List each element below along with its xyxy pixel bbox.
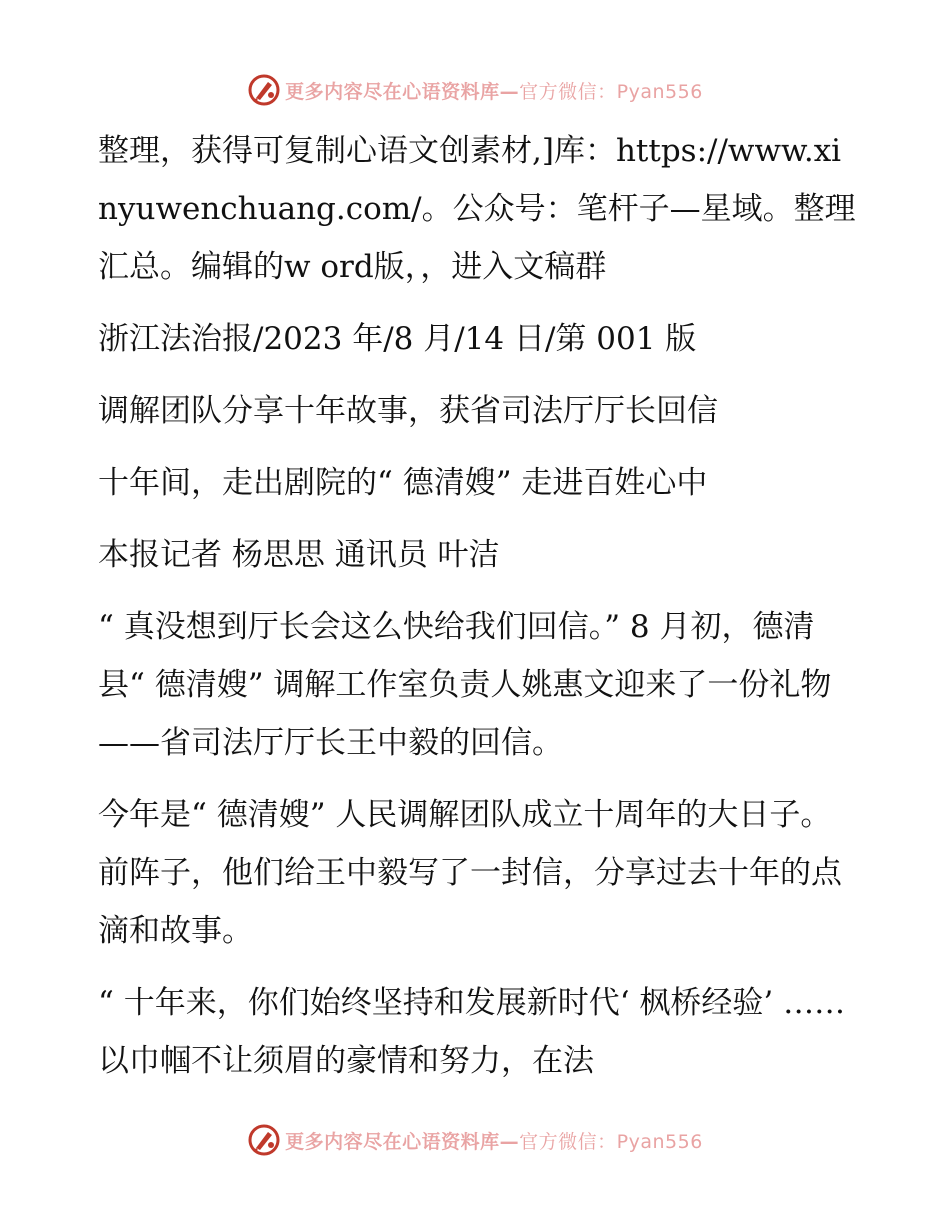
- footer-watermark-banner: [0, 1120, 950, 1160]
- source-line: 浙江法治报/2023 年/8 月/14 日/第 001 版: [98, 321, 697, 357]
- pen-seal-logo-icon: [247, 73, 281, 107]
- headline: 十年间，走出剧院的“ 德清嫂” 走进百姓心中: [98, 465, 708, 501]
- subheadline: 调解团队分享十年故事，获省司法厅厅长回信: [98, 393, 718, 429]
- body-paragraph: “ 十年来，你们始终坚持和发展新时代‘ 枫桥经验’ ……以巾帼不让须眉的豪情和努力，在法: [98, 985, 846, 1079]
- banner-wechat-text: 官方微信：Pyan556: [519, 80, 703, 103]
- banner-text: [285, 1127, 703, 1154]
- banner-main-text: 更多内容尽在心语资料库—: [285, 80, 520, 103]
- banner-text: [285, 77, 703, 104]
- body-paragraph: 今年是“ 德清嫂” 人民调解团队成立十周年的大日子。前阵子，他们给王中毅写了一封信，分享过去十年的点滴和故事。: [98, 797, 842, 949]
- intro-paragraph: 整理，获得可复制心语文创素材,]库：https://www.xinyuwenchuang.com/。公众号：笔杆子—星域。整理汇总。编辑的w ord版，，进入文稿群: [98, 133, 856, 285]
- header-watermark-banner: [0, 70, 950, 110]
- banner-main-text: 更多内容尽在心语资料库—: [285, 1130, 520, 1153]
- pen-seal-logo-icon: [247, 1123, 281, 1157]
- document-body: [98, 122, 858, 1104]
- banner-wechat-text: 官方微信：Pyan556: [519, 1130, 703, 1153]
- byline: 本报记者 杨思思 通讯员 叶洁: [98, 537, 500, 573]
- body-paragraph: “ 真没想到厅长会这么快给我们回信。” 8 月初，德清县“ 德清嫂” 调解工作室负责人姚惠文迎来了一份礼物——省司法厅厅长王中毅的回信。: [98, 609, 832, 761]
